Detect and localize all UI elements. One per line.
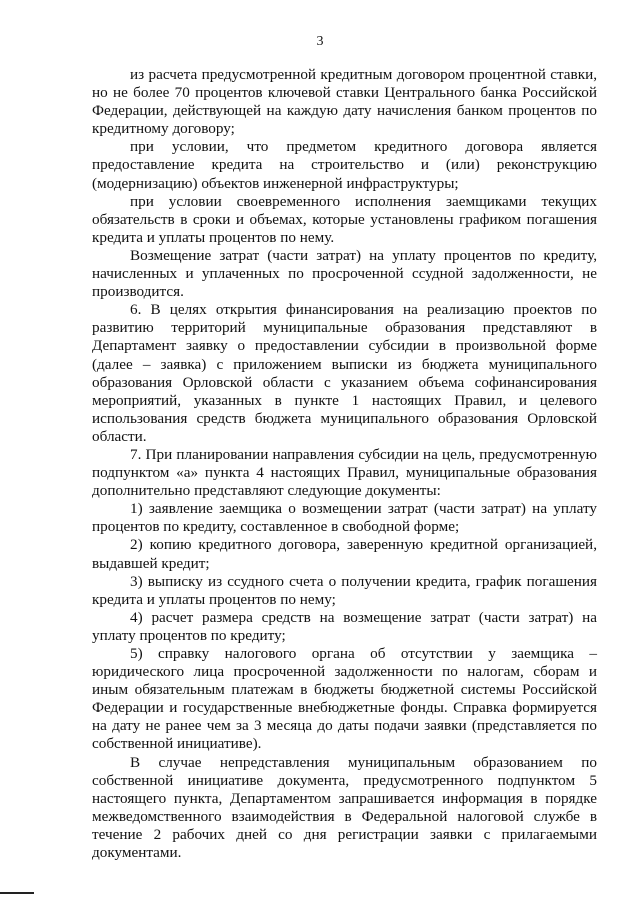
- list-item-2: 2) копию кредитного договора, заверенную кредитной организацией, выдавшей кредит;: [92, 536, 597, 572]
- paragraph-item-7: 7. При планировании направления субсидии на цель, предусмотренную подпунктом «а» пункта 4 настоящих Правил, муниципальные образования дополнительно представляют следующие документы:: [92, 445, 597, 500]
- list-item-4: 4) расчет размера средств на возмещение затрат (части затрат) на уплату процентов по кредиту;: [92, 608, 597, 644]
- paragraph-item-6: 6. В целях открытия финансирования на реализацию проектов по развитию территорий муниципальные образования представляют в Департамент заявку о предоставлении субсидии в произвольной форме (далее – заявка) с приложением выписки из бюджета муниципального образования Орловской области с указанием объема софинансирования мероприятий, указанных в пункте 1 настоящих Правил, и целевого использования средств бюджета муниципального образования Орловской области.: [92, 301, 597, 445]
- paragraph-non-submission: В случае непредставления муниципальным образованием по собственной инициативе документа, предусмотренного подпунктом 5 настоящего пункта, Департаментом запрашивается информация в порядке межведомственного взаимодействия в Федеральной налоговой службе в течение 2 рабочих дней со дня регистрации заявки с прилагаемыми документами.: [92, 753, 597, 862]
- document-body: [92, 66, 597, 862]
- paragraph-overdue-debt-exclusion: Возмещение затрат (части затрат) на уплату процентов по кредиту, начисленных и уплаченных по просроченной ссудной задолженности, не производится.: [92, 246, 597, 301]
- list-item-1: 1) заявление заемщика о возмещении затрат (части затрат) на уплату процентов по кредиту, составленное в свободной форме;: [92, 500, 597, 536]
- page-number: 3: [316, 34, 324, 49]
- paragraph-credit-subject-condition: при условии, что предметом кредитного договора является предоставление кредита на строительство и (или) реконструкцию (модернизацию) объектов инженерной инфраструктуры;: [92, 138, 597, 192]
- paragraph-interest-rate-limit: из расчета предусмотренной кредитным договором процентной ставки, но не более 70 процентов ключевой ставки Центрального банка Российской Федерации, действующей на каждую дату начисления банком процентов по кредитному договору;: [92, 66, 597, 138]
- list-item-3: 3) выписку из ссудного счета о получении кредита, график погашения кредита и уплаты процентов по нему;: [92, 572, 597, 608]
- page-edge-mark: [0, 892, 34, 894]
- list-item-5: 5) справку налогового органа об отсутствии у заемщика – юридического лица просроченной задолженности по налогам, сборам и иным обязательным платежам в бюджеты бюджетной системы Российской Федерации и государственные внебюджетные фонды. Справка формируется на дату не ранее чем за 3 месяца до даты подачи заявки (представляется по собственной инициативе).: [92, 645, 597, 753]
- paragraph-timely-repayment-condition: при условии своевременного исполнения заемщиками текущих обязательств в сроки и объемах, которые установлены графиком погашения кредита и уплаты процентов по нему.: [92, 192, 597, 246]
